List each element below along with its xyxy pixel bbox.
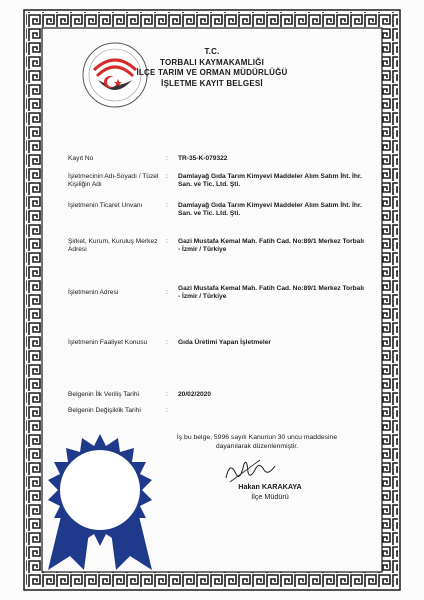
colon: : (166, 238, 168, 245)
header-line-tc: T.C. (204, 47, 220, 56)
label-merkez-adresi: Şirket, Kurum, Kuruluş Merkez Adresi (68, 238, 158, 254)
value-isletmeci: Damlayağ Gıda Tarım Kimyevi Maddeler Alım Satım İht. İhr. San. ve Tic. Ltd. Şti. (178, 173, 362, 189)
signatory-title: İlçe Müdürü (251, 492, 289, 501)
value-ilk-verilis-tarihi: 20/02/2020 (178, 391, 212, 398)
header-line-belge: İŞLETME KAYIT BELGESİ (161, 79, 263, 88)
rosette-seal-icon (40, 432, 160, 572)
label-ticaret-unvani: İşletmenin Ticaret Unvanı (68, 202, 143, 209)
colon: : (166, 407, 168, 414)
label-isletme-adresi: İşletmenin Adresi (68, 289, 119, 296)
label-ilk-verilis-tarihi: Belgenin İlk Veriliş Tarihi (68, 391, 139, 398)
label-faaliyet-konusu: İşletmenin Faaliyet Konusu (68, 339, 148, 346)
label-kayit-no: Kayıt No (68, 155, 94, 162)
legal-note: İş bu belge, 5996 sayılı Kanunun 30 uncu maddesine dayanılarak düzenlenmiştir. (176, 434, 338, 450)
value-faaliyet-konusu: Gıda Üretimi Yapan İşletmeler (178, 339, 271, 346)
signatory-name: Hakan KARAKAYA (238, 482, 302, 491)
label-degisiklik-tarihi: Belgenin Değişiklik Tarihi (68, 407, 141, 414)
value-ticaret-unvani: Damlayağ Gıda Tarım Kimyevi Maddeler Alım Satım İht. İhr. San. ve Tic. Ltd. Şti. (178, 202, 362, 218)
colon: : (166, 202, 168, 209)
label-isletmeci: İşletmecinin Adı-Soyadı / Tüzel Kişiliğin Adı (68, 173, 159, 189)
value-merkez-adresi: Gazi Mustafa Kemal Mah. Fatih Cad. No:89/1 Merkez Torbalı - İzmir / Türkiye (178, 238, 365, 254)
colon: : (166, 339, 168, 346)
header-line-kaymakamlik: TORBALI KAYMAKAMLIĞI (160, 58, 264, 67)
colon: : (166, 155, 168, 162)
value-isletme-adresi: Gazi Mustafa Kemal Mah. Fatih Cad. No:89/1 Merkez Torbalı - İzmir / Türkiye (178, 285, 365, 301)
value-kayit-no: TR-35-K-079322 (178, 155, 228, 162)
colon: : (166, 289, 168, 296)
colon: : (166, 173, 168, 180)
colon: : (166, 391, 168, 398)
header-line-mudurluk: İLÇE TARIM VE ORMAN MÜDÜRLÜĞÜ (136, 68, 288, 77)
